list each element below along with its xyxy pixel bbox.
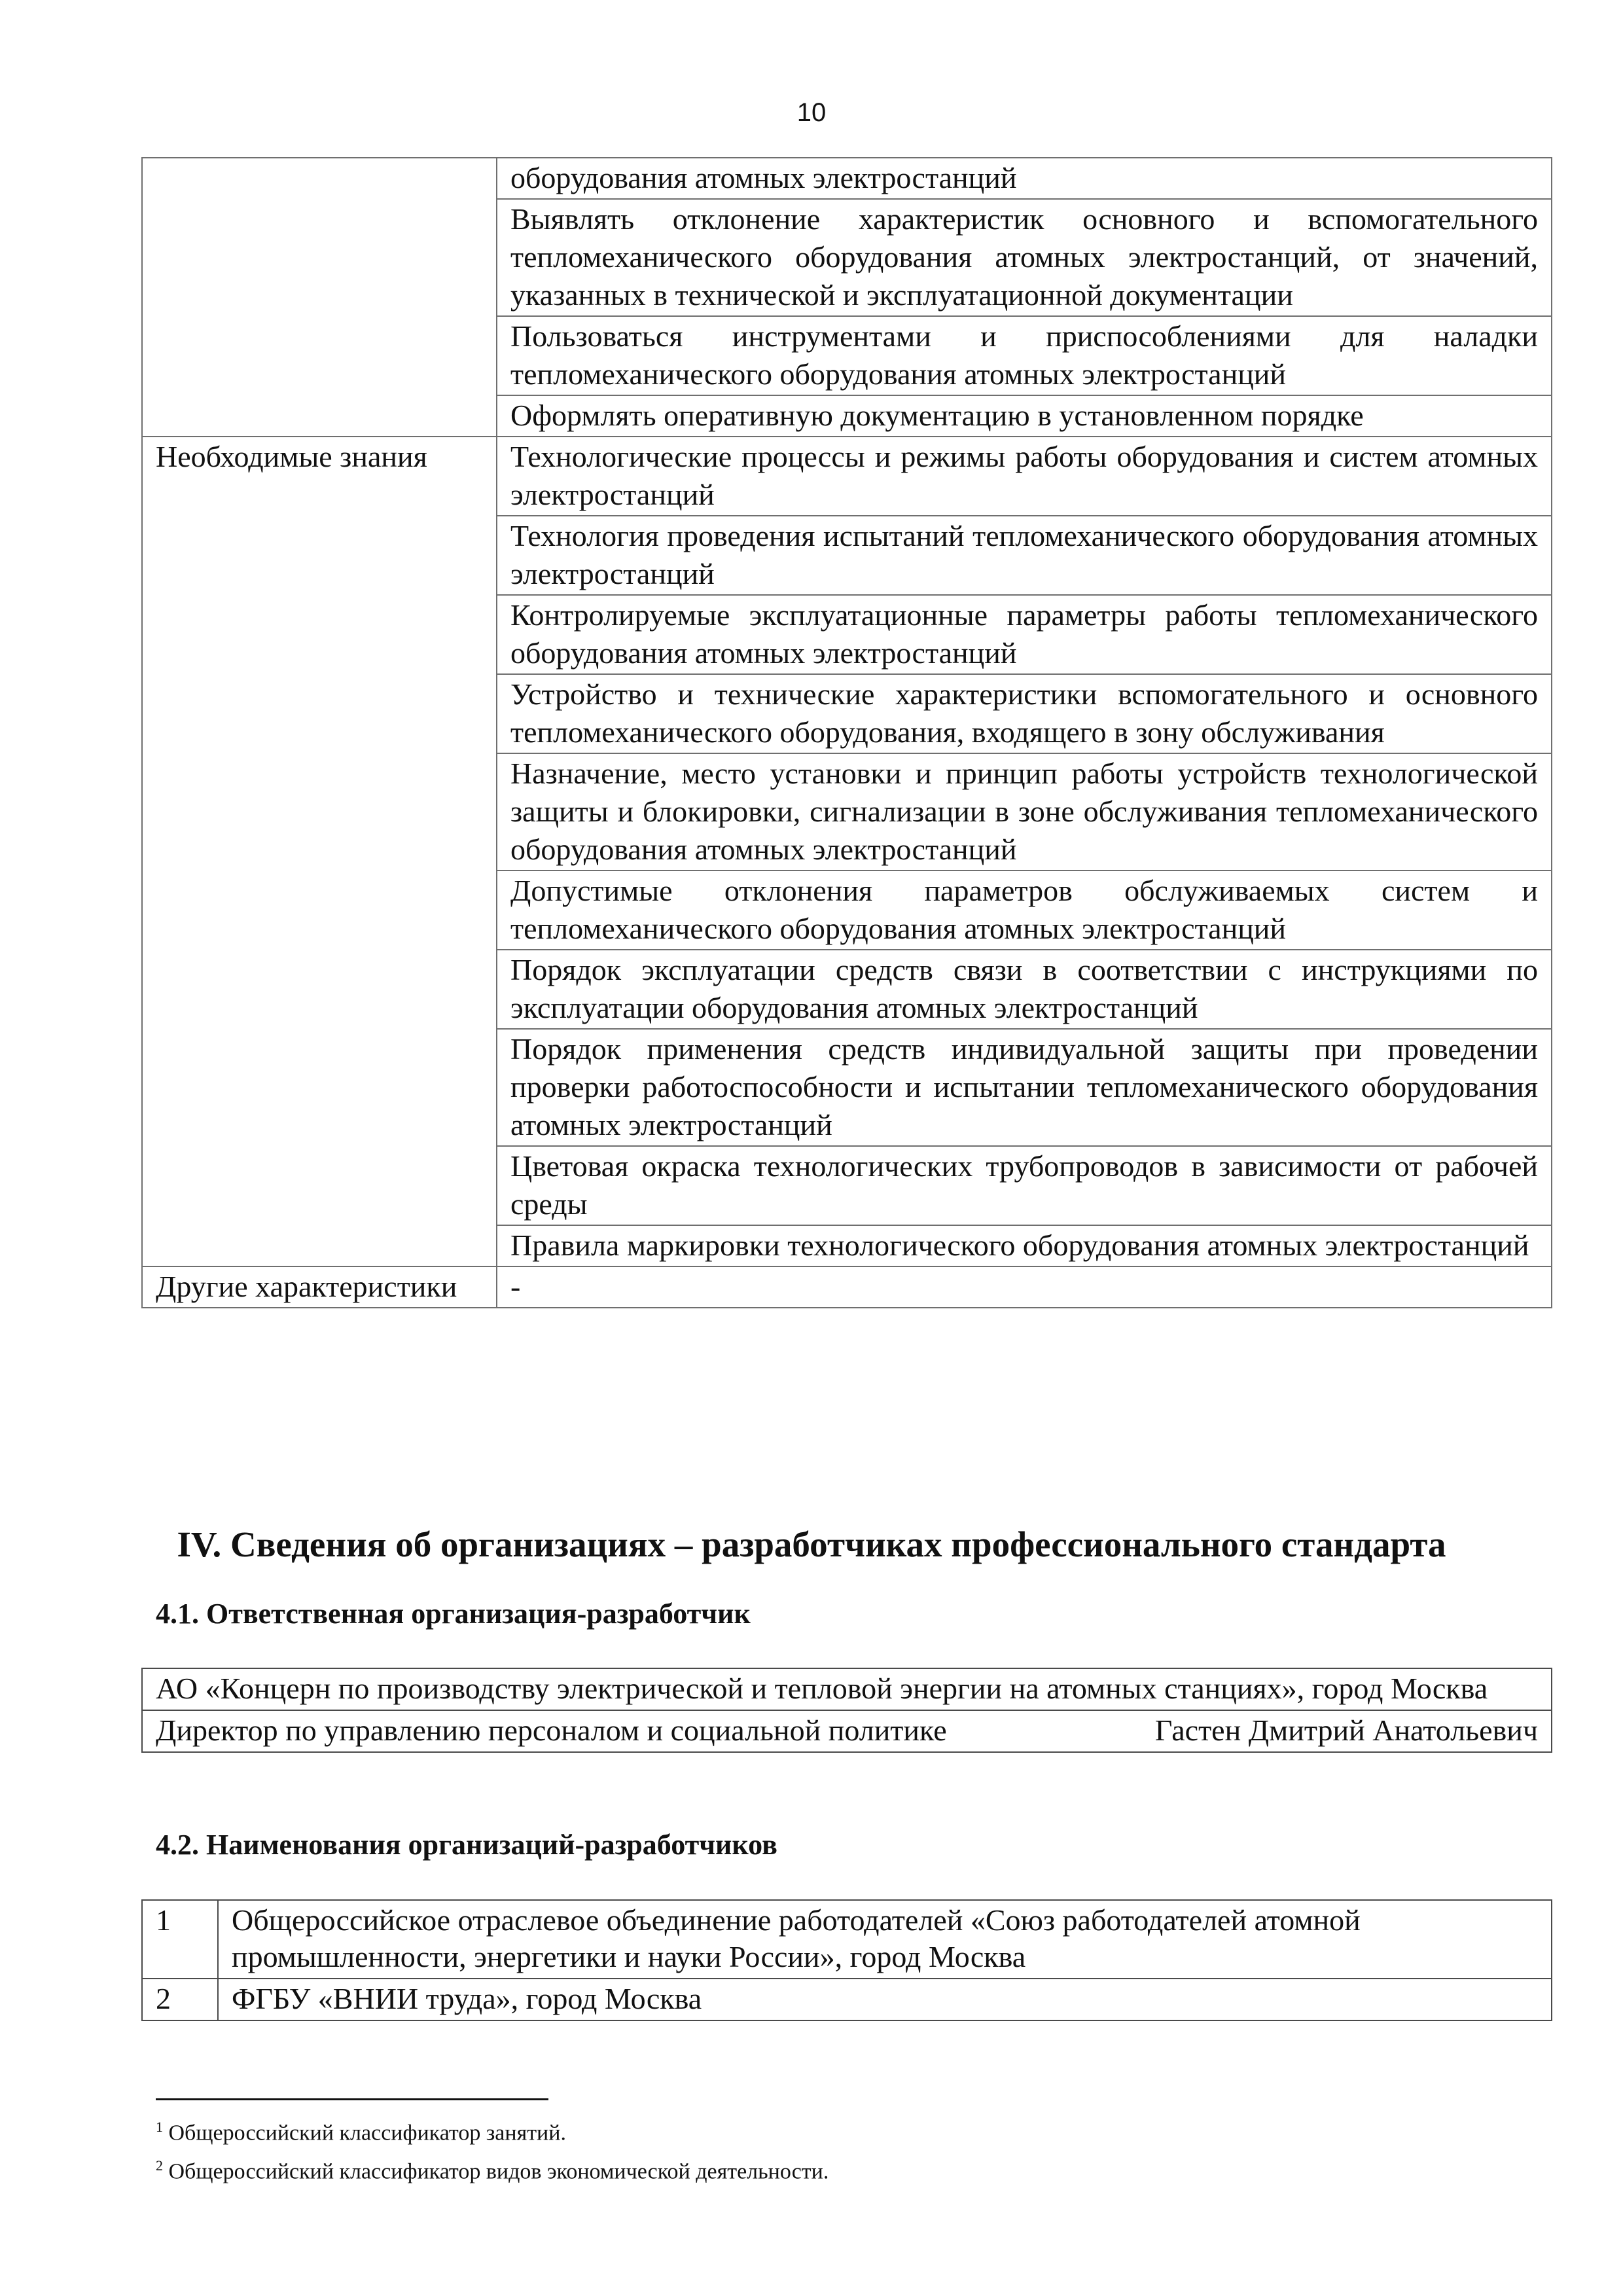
requirement-item: оборудования атомных электростанций	[497, 158, 1552, 199]
responsible-org-table	[141, 1668, 1552, 1753]
org-name: ФГБУ «ВНИИ труда», город Москва	[218, 1979, 1552, 2020]
table-row	[142, 1710, 1552, 1752]
table-row	[142, 1668, 1552, 1710]
table-row	[142, 158, 1552, 199]
director-name: Гастен Дмитрий Анатольевич	[1154, 1713, 1538, 1747]
knowledge-item: Порядок эксплуатации средств связи в соответствии с инструкциями по эксплуатации оборудования атомных электростанций	[497, 950, 1552, 1029]
knowledge-item: Устройство и технические характеристики вспомогательного и основного тепломеханического оборудования, входящего в зону обслуживания	[497, 674, 1552, 753]
org-name: АО «Концерн по производству электрической и тепловой энергии на атомных станциях», город Москва	[142, 1668, 1552, 1710]
org-name: Общероссийское отраслевое объединение работодателей «Союз работодателей атомной промышленности, энергетики и науки России», город Москва	[218, 1900, 1552, 1979]
knowledge-item: Назначение, место установки и принцип работы устройств технологической защиты и блокировки, сигнализации в зоне обслуживания тепломеханического оборудования атомных электростанций	[497, 753, 1552, 870]
developer-orgs-table	[141, 1899, 1552, 2021]
subsection-heading-4-1: 4.1. Ответственная организация-разработчик	[156, 1598, 751, 1630]
table-row	[142, 1900, 1552, 1979]
knowledge-item: Допустимые отклонения параметров обслуживаемых систем и тепломеханического оборудования атомных электростанций	[497, 870, 1552, 950]
footnote	[156, 2111, 829, 2149]
org-number: 2	[142, 1979, 218, 2020]
table-row	[142, 437, 1552, 516]
requirement-item: Выявлять отклонение характеристик основного и вспомогательного тепломеханического оборудования атомных электростанций, от значений, указанных в технической и эксплуатационной документации	[497, 199, 1552, 316]
director-position: Директор по управлению персоналом и социальной политике	[156, 1713, 947, 1747]
requirements-table	[141, 157, 1552, 1308]
footnote-separator	[156, 2098, 548, 2100]
knowledge-item: Технологические процессы и режимы работы оборудования и систем атомных электростанций	[497, 437, 1552, 516]
footnote-mark: 2	[156, 2157, 163, 2174]
footnotes	[156, 2111, 829, 2189]
footnote-text: Общероссийский классификатор видов экономической деятельности.	[168, 2159, 829, 2184]
other-item: -	[497, 1266, 1552, 1308]
requirement-item: Пользоваться инструментами и приспособлениями для наладки тепломеханического оборудования атомных электростанций	[497, 316, 1552, 395]
row-label-other: Другие характеристики	[142, 1266, 497, 1308]
knowledge-item: Правила маркировки технологического оборудования атомных электростанций	[497, 1225, 1552, 1266]
knowledge-item: Порядок применения средств индивидуальной защиты при проведении проверки работоспособности и испытании тепломеханического оборудования атомных электростанций	[497, 1029, 1552, 1146]
page-number: 10	[796, 98, 827, 127]
footnote-mark: 1	[156, 2119, 163, 2135]
subsection-heading-4-2: 4.2. Наименования организаций-разработчиков	[156, 1829, 777, 1861]
knowledge-item: Цветовая окраска технологических трубопроводов в зависимости от рабочей среды	[497, 1146, 1552, 1225]
table-row	[142, 1979, 1552, 2020]
section-title: IV. Сведения об организациях – разработчиках профессионального стандарта	[177, 1524, 1446, 1564]
director-row	[142, 1710, 1552, 1752]
footnote-text: Общероссийский классификатор занятий.	[168, 2121, 566, 2145]
row-label	[142, 158, 497, 437]
table-row	[142, 1266, 1552, 1308]
requirement-item: Оформлять оперативную документацию в установленном порядке	[497, 395, 1552, 437]
knowledge-item: Контролируемые эксплуатационные параметры работы тепломеханического оборудования атомных электростанций	[497, 595, 1552, 674]
footnote	[156, 2149, 829, 2188]
knowledge-item: Технология проведения испытаний тепломеханического оборудования атомных электростанций	[497, 516, 1552, 595]
org-number: 1	[142, 1900, 218, 1979]
row-label-knowledge: Необходимые знания	[142, 437, 497, 1266]
